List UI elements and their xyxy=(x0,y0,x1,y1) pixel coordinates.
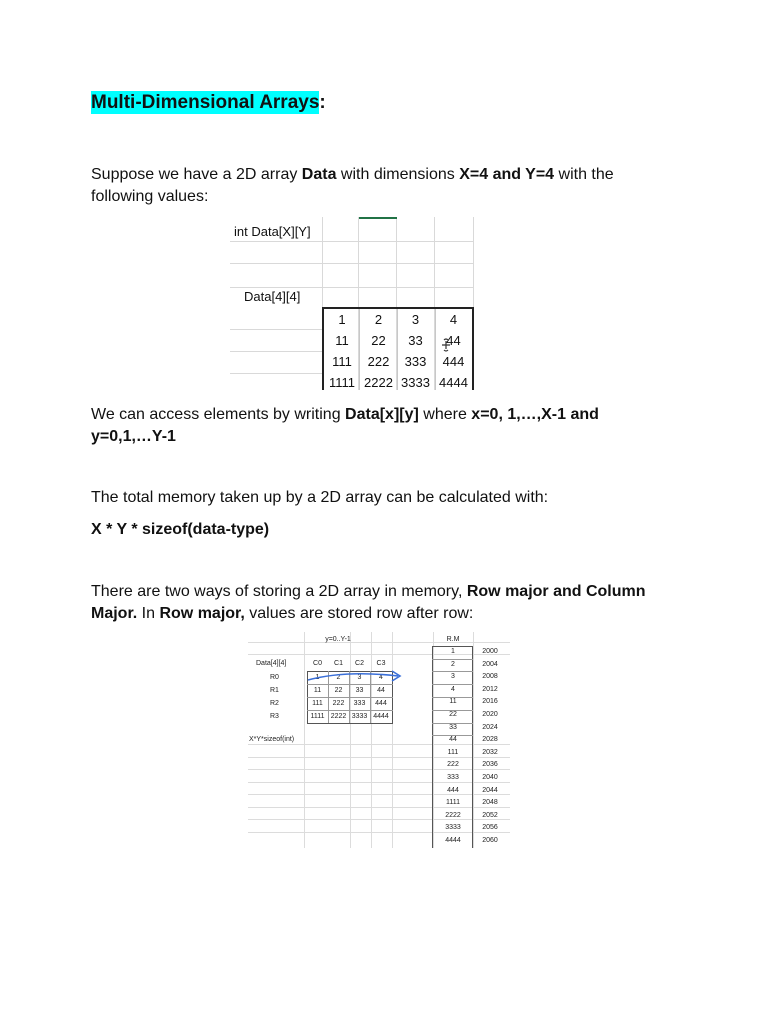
array-label: Data[4][4] xyxy=(256,660,287,667)
cell: 444 xyxy=(442,354,465,369)
bold-run: X=4 and Y=4 xyxy=(459,166,555,183)
row-header: R1 xyxy=(270,687,279,694)
cell: 222 xyxy=(332,700,345,707)
cell: 2222 xyxy=(330,713,347,720)
rm-value: 44 xyxy=(449,736,457,744)
rm-value: 111 xyxy=(447,748,459,756)
cell: 222 xyxy=(367,354,390,369)
cell: 2 xyxy=(374,312,383,327)
address-value: 2048 xyxy=(482,799,498,807)
rm-value: 11 xyxy=(449,698,457,706)
cell: 1 xyxy=(338,312,346,327)
rm-value: 22 xyxy=(449,711,457,718)
col-header: C0 xyxy=(313,660,322,667)
cell: 44 xyxy=(446,333,461,348)
cell: 22 xyxy=(371,333,386,348)
cell: 44 xyxy=(377,687,385,694)
address-value: 2004 xyxy=(482,660,498,668)
bold-run: Row major, xyxy=(159,605,245,622)
cell: 3 xyxy=(411,312,420,327)
cell: 4 xyxy=(379,674,383,681)
intro-paragraph xyxy=(91,164,614,208)
rm-value: 4 xyxy=(451,685,455,693)
bold-run: Major. xyxy=(91,605,138,622)
cell: 3333 xyxy=(401,375,430,390)
y-range-label: y=0..Y-1 xyxy=(325,636,351,643)
memory-formula: X * Y * sizeof(data-type) xyxy=(91,521,270,538)
row-header: R3 xyxy=(270,713,279,720)
rm-value: 222 xyxy=(447,761,459,769)
address-value: 2016 xyxy=(482,698,498,706)
text-run: values are stored row after row: xyxy=(244,605,474,622)
text-run: with dimensions xyxy=(336,166,460,183)
address-value: 2052 xyxy=(482,811,498,819)
cell: 333 xyxy=(353,700,366,707)
address-value: 2020 xyxy=(482,711,498,718)
title-text: Multi-Dimensional Arrays xyxy=(91,92,320,113)
text-run: with the xyxy=(554,166,614,183)
cell: 111 xyxy=(332,354,352,369)
cell: 33 xyxy=(355,687,364,694)
col-header: C2 xyxy=(355,660,364,667)
text-run: There are two ways of storing a 2D array in memory, xyxy=(91,583,467,600)
rm-value: 444 xyxy=(447,786,459,794)
rm-value: 2222 xyxy=(445,811,461,819)
cell: 4444 xyxy=(439,375,468,390)
text-run: Suppose we have a 2D array xyxy=(91,166,302,183)
row-major-arrow-icon xyxy=(306,668,406,686)
cell: 333 xyxy=(404,354,427,369)
rm-value: 3 xyxy=(451,673,455,681)
cell: 2222 xyxy=(364,375,393,390)
address-value: 2056 xyxy=(482,824,498,832)
address-value: 2000 xyxy=(482,648,498,655)
bold-run: Data xyxy=(301,166,337,183)
mouse-cursor-icon xyxy=(440,338,452,352)
cell: 1111 xyxy=(310,713,325,720)
rm-value: 4444 xyxy=(445,837,461,844)
cell: 1111 xyxy=(328,375,356,390)
address-value: 2008 xyxy=(482,673,498,681)
bold-run: y=0,1,…Y-1 xyxy=(91,428,176,445)
rm-value: 33 xyxy=(449,723,457,731)
row-header: R0 xyxy=(270,674,279,681)
text-run: where xyxy=(418,406,472,423)
title-colon: : xyxy=(319,92,326,113)
address-value: 2036 xyxy=(482,761,498,769)
cell: 3 xyxy=(357,674,362,681)
address-value: 2044 xyxy=(482,786,498,794)
address-value: 2032 xyxy=(482,748,498,756)
cell: 11 xyxy=(313,687,322,694)
text-run: following values: xyxy=(91,188,209,205)
access-paragraph xyxy=(91,404,599,448)
page-title xyxy=(91,92,326,114)
rm-value: 2 xyxy=(451,660,455,668)
array-spreadsheet-image xyxy=(230,217,474,390)
bold-run: Data[x][y] xyxy=(345,406,419,423)
row-major-spreadsheet-image xyxy=(248,632,510,848)
address-value: 2040 xyxy=(482,774,498,781)
address-value: 2028 xyxy=(482,736,498,744)
col-header: C1 xyxy=(334,660,343,667)
row-header: R2 xyxy=(270,700,279,707)
cell: 33 xyxy=(408,333,423,348)
array-label: Data[4][4] xyxy=(244,289,301,304)
cell: 4444 xyxy=(373,713,389,720)
text-run: We can access elements by writing xyxy=(91,406,346,423)
address-value: 2024 xyxy=(482,723,498,731)
address-value: 2060 xyxy=(482,837,498,844)
memory-paragraph: The total memory taken up by a 2D array can be calculated with: xyxy=(91,489,549,506)
bold-run: Row major and Column xyxy=(466,583,646,600)
cell: 22 xyxy=(334,687,343,694)
rm-header: R.M xyxy=(446,636,460,643)
cell: 3333 xyxy=(351,713,368,720)
cell: 1 xyxy=(315,674,320,681)
rm-value: 333 xyxy=(447,774,459,781)
rm-value: 1 xyxy=(451,648,455,655)
size-formula: X*Y*sizeof(int) xyxy=(249,736,295,743)
address-value: 2012 xyxy=(482,685,498,693)
declaration-label: int Data[X][Y] xyxy=(234,224,311,239)
cell: 2 xyxy=(336,674,341,681)
cell: 4 xyxy=(449,312,458,327)
rm-value: 3333 xyxy=(445,824,461,832)
bold-run: x=0, 1,…,X-1 and xyxy=(471,406,599,423)
cell: 111 xyxy=(312,700,323,707)
text-run: In xyxy=(137,605,160,622)
cell: 444 xyxy=(375,700,387,707)
col-header: C3 xyxy=(376,660,386,667)
rm-value: 1111 xyxy=(445,799,460,807)
cell: 11 xyxy=(335,333,349,348)
storage-paragraph xyxy=(91,581,646,625)
